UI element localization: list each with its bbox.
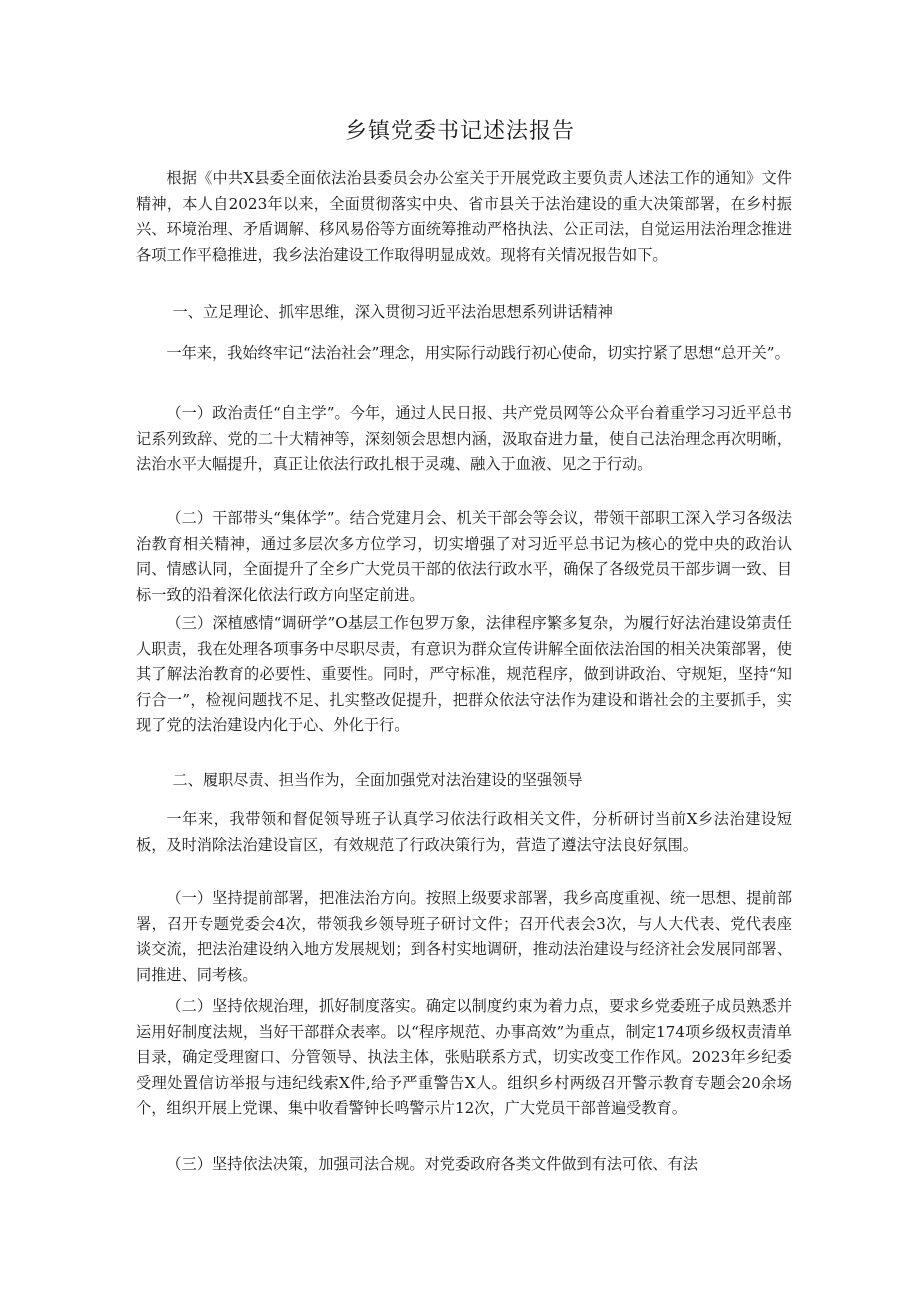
paragraph-section-1-item-2: （二）干部带头“集体学”。结合党建月会、机关干部会等会议，带领干部职工深入学习各级法治教育相关精神，通过多层次多方位学习，切实增强了对习近平总书记为核心的党中央的政治认同、情感认同，全面提升了全乡广大党员干部的依法行政水平，确保了各级党员干部步调一致、目标一致的沿着深化依法行政方向坚定前进。: [136, 509, 792, 604]
paragraph-section-2-item-3: （三）坚持依法决策，加强司法合规。对党委政府各类文件做到有法可依、有法: [166, 1155, 698, 1173]
paragraph-section-1-item-3: （三）深植感情“调研学”O基层工作包罗万象，法律程序繁多复杂，为履行好法治建设第责任人职责，我在处理各项事务中尽职尽责，有意识为群众宣传讲解全面依法治国的相关决策部署，使其了解法治教育的必要性、重要性。同时，严守标准，规范程序，做到讲政治、守规矩，坚持“知行合一”，检视问题找不足、扎实整改促提升，把群众依法守法作为建设和谐社会的主要抓手，实现了党的法治建设内化于心、外化于行。: [136, 614, 792, 735]
document-title: 乡镇党委书记述法报告: [344, 119, 575, 144]
paragraph-section-2-item-1: （一）坚持提前部署，把准法治方向。按照上级要求部署，我乡高度重视、统一思想、提前部署，召开专题党委会4次，带领我乡领导班子研讨文件；召开代表会3次，与人大代表、党代表座谈交流，把法治建设纳入地方发展规划；到各村实地调研，推动法治建设与经济社会发展同部署、同推进、同考核。: [136, 889, 792, 984]
paragraph-section-1-item-1: （一）政治责任“自主学”。今年，通过人民日报、共产党员网等公众平台着重学习习近平总书记系列致辞、党的二十大精神等，深刻领会思想内涵，汲取奋进力量，使自己法治理念再次明晰，法治水平大幅提升，真正让依法行政扎根于灵魂、融入于血液、见之于行动。: [136, 404, 792, 474]
section-heading-1: 一、立足理论、抓牢思维，深入贯彻习近平法治思想系列讲话精神: [172, 303, 613, 321]
paragraph-section-1-lead: 一年来，我始终牢记“法治社会”理念，用实际行动践行初心使命，切实拧紧了思想“总开关”。: [166, 344, 790, 362]
paragraph-section-2-lead: 一年来，我带领和督促领导班子认真学习依法行政相关文件，分析研讨当前X乡法治建设短板，及时消除法治建设盲区，有效规范了行政决策行为，营造了遵法守法良好氛围。: [136, 810, 792, 854]
paragraph-section-2-item-2: （二）坚持依规治理，抓好制度落实。确定以制度约束为着力点，要求乡党委班子成员熟悉并运用好制度法规，当好干部群众表率。以“程序规范、办事高效”为重点，制定174项乡级权责清单目录，确定受理窗口、分管领导、执法主体，张贴联系方式，切实改变工作作风。2023年乡纪委受理处置信访举报与违纪线索X件,给予严重警告X人。组织乡村两级召开警示教育专题会20余场个，组织开展上党课、集中收看警钟长鸣警示片12次，广大党员干部普遍受教育。: [136, 997, 792, 1118]
section-heading-2: 二、履职尽责、担当作为，全面加强党对法治建设的坚强领导: [172, 771, 583, 789]
paragraph-intro: 根据《中共X县委全面依法治县委员会办公室关于开展党政主要负责人述法工作的通知》文件精神，本人自2023年以来，全面贯彻落实中央、省市县关于法治建设的重大决策部署，在乡村振兴、环境治理、矛盾调解、移风易俗等方面统筹推动严格执法、公正司法，自觉运用法治理念推进各项工作平稳推进，我乡法治建设工作取得明显成效。现将有关情况报告如下。: [136, 169, 792, 264]
